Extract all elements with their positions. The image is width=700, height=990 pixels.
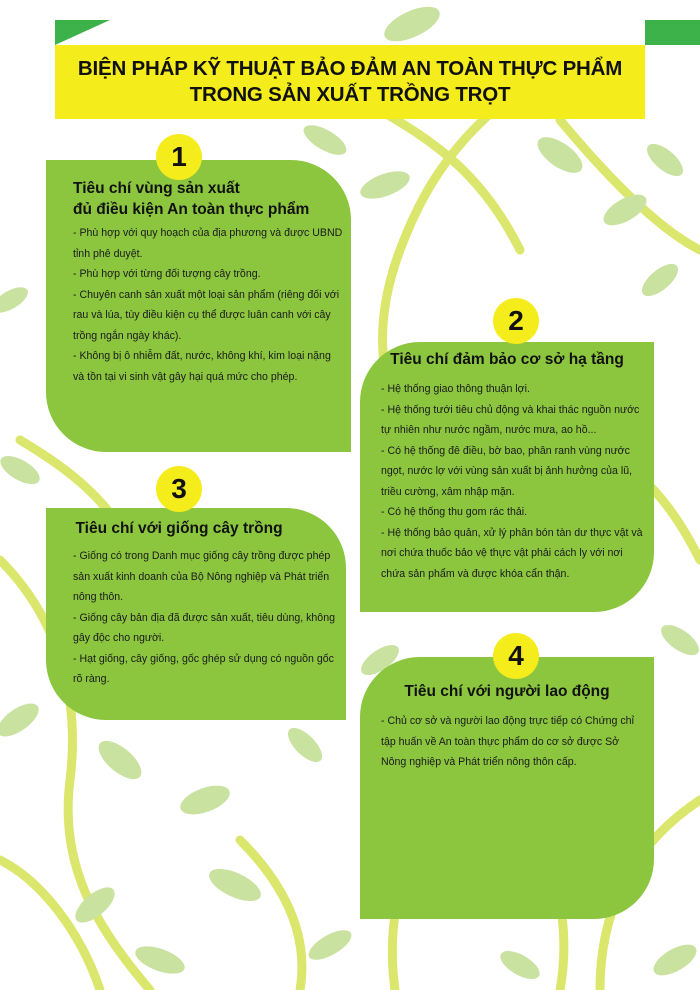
title-banner [55,45,645,119]
list-item: - Phù hợp với từng đối tượng cây trồng. [73,268,261,280]
section-1-number-badge: 1 [156,134,202,180]
section-2-number-badge: 2 [493,298,539,344]
section-card-3 [46,508,346,720]
section-card-1 [46,160,351,452]
section-card-4 [360,657,654,919]
section-4-number-badge: 4 [493,633,539,679]
section-1-title-line-2: đủ điều kiện An toàn thực phẩm [73,201,310,218]
section-4-title: Tiêu chí với người lao động [404,683,610,700]
title-line-2: TRONG SẢN XUẤT TRỒNG TRỌT [189,83,511,106]
section-2-title: Tiêu chí đảm bảo cơ sở hạ tầng [390,351,624,368]
section-1-title [73,178,338,220]
section-1-list [73,223,343,387]
section-3-number-badge: 3 [156,466,202,512]
list-item: - Hạt giống, cây giống, gốc ghép sử dụng có nguồn gốc rõ ràng. [73,652,334,685]
list-item: - Chuyên canh sản xuất một loại sản phẩm (riêng đối với rau và lúa, tùy điều kiện cụ thể được luân canh với cây trồng ngắn ngày khác). [73,288,340,342]
list-item: - Hệ thống bảo quản, xử lý phân bón tàn dư thực vật và nơi chứa thuốc bảo vệ thực vật phải cách ly với nơi chứa sản phẩm và được khóa cẩn thận. [381,526,643,580]
section-1-title-line-1: Tiêu chí vùng sản xuất [73,180,240,197]
section-3-title: Tiêu chí với giống cây trồng [75,520,283,537]
section-2-list [381,379,643,584]
list-item: - Không bị ô nhiễm đất, nước, không khí, kim loại nặng và tồn tại vi sinh vật gây hại quá mức cho phép. [73,350,331,383]
list-item: - Hệ thống giao thông thuận lợi. [381,383,530,395]
list-item: - Giống có trong Danh mục giống cây trồng được phép sản xuất kinh doanh của Bộ Nông nghiệp và Phát triển nông thôn. [73,550,331,603]
list-item: - Chủ cơ sở và người lao động trực tiếp có Chứng chỉ tập huấn về An toàn thực phẩm do cơ sở được Sở Nông nghiệp và Phát triển nông thôn cấp. [381,715,634,768]
section-card-2 [360,342,654,612]
list-item: - Hệ thống tưới tiêu chủ động và khai thác nguồn nước tự nhiên như nước ngầm, nước mưa, ao hồ... [381,403,640,436]
list-item: - Giống cây bản địa đã được sản xuất, tiêu dùng, không gây độc cho người. [73,611,335,644]
list-item: - Có hệ thống thu gom rác thải. [381,506,528,518]
list-item: - Có hệ thống đê điều, bờ bao, phân ranh vùng nước ngọt, nước lợ với vùng sản xuất bị ảnh hưởng của lũ, triều cường, xâm nhập mặn. [381,444,633,498]
list-item: - Phù hợp với quy hoạch của địa phương và được UBND tỉnh phê duyệt. [73,227,343,260]
section-3-list [73,546,341,690]
title-line-1: BIỆN PHÁP KỸ THUẬT BẢO ĐẢM AN TOÀN THỰC PHẨM [77,57,623,80]
section-4-list [381,711,643,773]
